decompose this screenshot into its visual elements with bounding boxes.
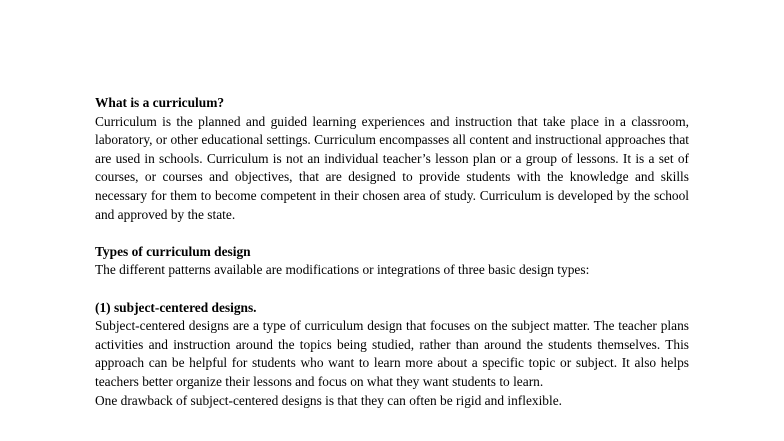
section-heading-what-is-curriculum: What is a curriculum?: [95, 95, 225, 110]
section-heading-subject-centered: (1) subject-centered designs.: [95, 299, 257, 315]
document-page: [95, 94, 689, 410]
section-body-types-of-design: The different patterns available are modifications or integrations of three basic design types:: [95, 262, 590, 278]
paragraph-spacer: [95, 224, 689, 243]
paragraph-spacer: [95, 280, 689, 299]
section-body-subject-centered-drawback: One drawback of subject-centered designs is that they can often be rigid and inflexible.: [95, 392, 563, 408]
section-body-subject-centered: Subject-centered designs are a type of curriculum design that focuses on the subject matter. The teacher plans activities and instruction around the topics being studied, rather than around the students themselves. This approach can be helpful for students who want to learn more about a specific topic or subject. It also helps teachers better organize their lessons and focus on what they want students to learn.: [95, 318, 689, 389]
section-body-what-is-curriculum: Curriculum is the planned and guided learning experiences and instruction that take place in a classroom, laboratory, or other educational settings. Curriculum encompasses all content and instructional approaches that are used in schools. Curriculum is not an individual teacher’s lesson plan or a group of lessons. It is a set of courses, or courses and objectives, that are designed to provide students with the knowledge and skills necessary for them to become competent in their chosen area of study. Curriculum is developed by the school and approved by the state.: [95, 113, 689, 222]
section-heading-types-of-design: Types of curriculum design: [95, 243, 251, 259]
